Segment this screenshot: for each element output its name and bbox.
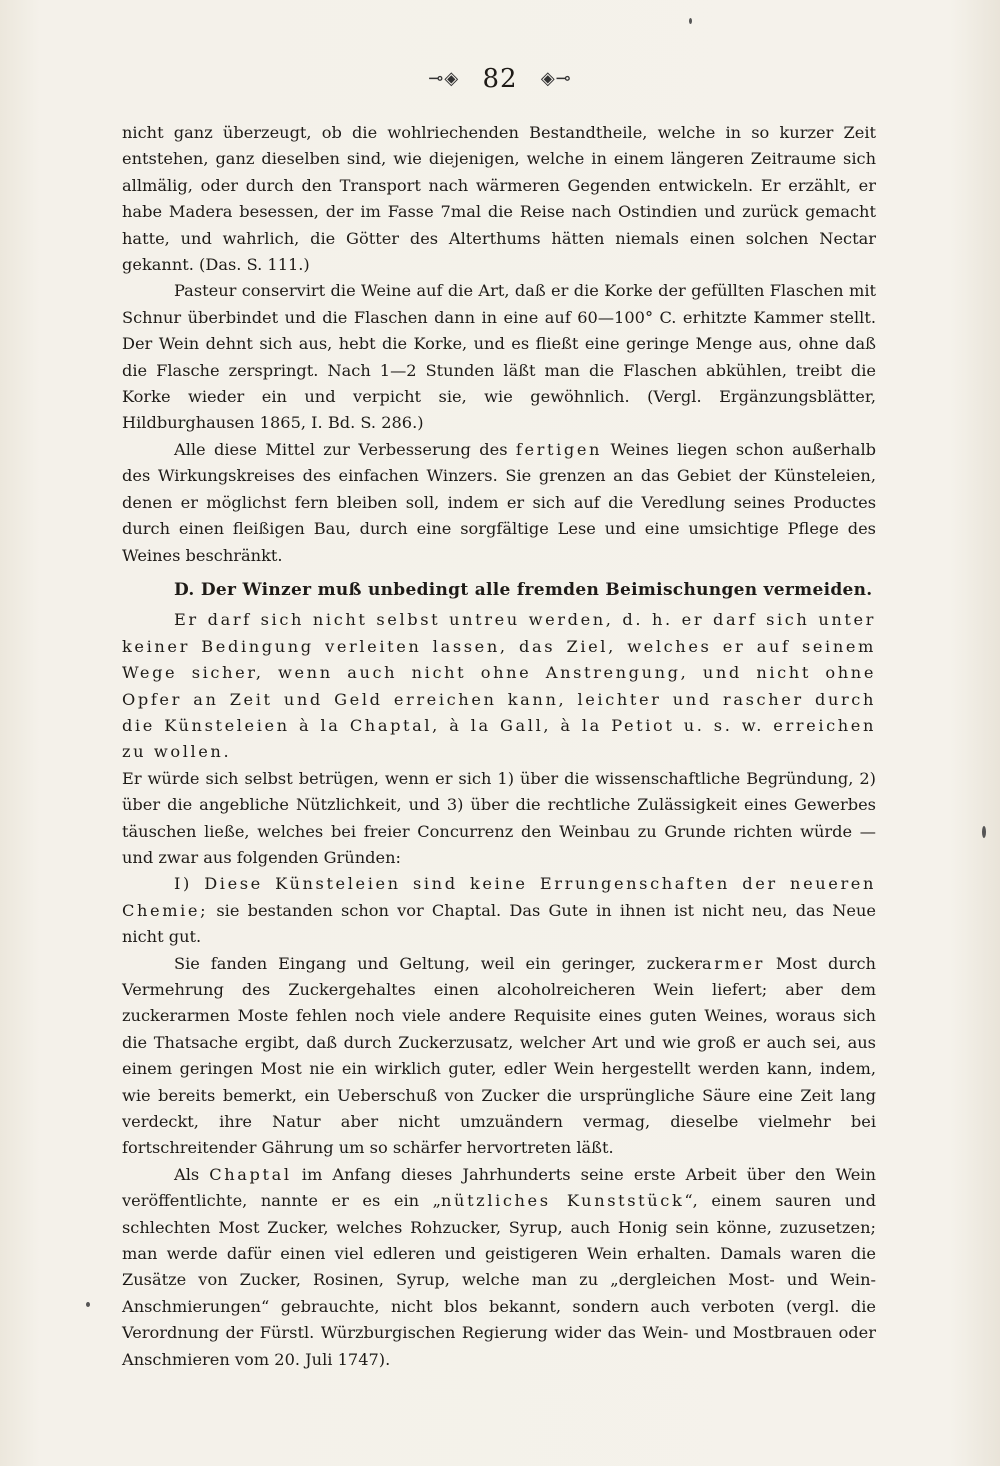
paragraph-zucker-spaced: armer bbox=[701, 953, 766, 973]
chaptal-name: Chaptal bbox=[209, 1164, 292, 1184]
section-letter: D. bbox=[174, 579, 195, 600]
paragraph-chaptal bbox=[122, 1162, 876, 1373]
paragraph-betruegen: Er würde sich selbst betrügen, wenn er sich 1) über die wissenschaftliche Begründung, 2) über die angebliche Nützlichkeit, und 3) über die rechtliche Zulässigkeit eines Gewerbes täuschen ließe, welches bei freier Concurrenz den Weinbau zu Grunde richten würde — und zwar aus folgenden Gründen: bbox=[122, 768, 876, 867]
paper-speck bbox=[982, 826, 986, 838]
paragraph-mittel-spaced: fertigen bbox=[515, 439, 603, 459]
page-body bbox=[122, 120, 876, 1373]
paragraph-pasteur: Pasteur conservirt die Weine auf die Art, daß er die Korke der gefüllten Flaschen mit Schnur überbindet und die Flaschen dann in eine auf 60—100° C. erhitzte Kammer stellt. Der Wein dehnt sich aus, hebt die Korke, und es fließt eine geringe Menge aus, ohne daß die Flasche zerspringt. Nach 1—2 Stunden läßt man die Flaschen abkühlen, treibt die Korke wieder ein und verpicht sie, wie gewöhnlich. (Vergl. Ergänzungsblätter, Hildburghausen 1865, I. Bd. S. 286.) bbox=[122, 281, 876, 433]
paragraph-zucker-after: Most durch Vermehrung des Zuckergehaltes einen alcoholreicheren Wein liefert; aber dem zuckerarmen Moste fehlen noch viele andere Requisite eines guten Weines, woraus sich die Thatsache ergibt, daß durch Zuckerzusatz, welcher Art und wie groß er auch sei, aus einem geringen Most nie ein wirklich guter, edler Wein hergestellt werden kann, indem, wie bereits bemerkt, ein Ueberschuß von Zucker die ursprüngliche Säure eine Zeit lang verdeckt, ihre Natur aber nicht umzuändern vermag, dieselbe vielmehr bei fortschreitender Gährung um so schärfer hervortreten läßt. bbox=[122, 953, 876, 1158]
paragraph-mittel-before: Alle diese Mittel zur Verbesserung des bbox=[174, 439, 508, 459]
page-number: 82 bbox=[482, 64, 518, 94]
point-one bbox=[122, 871, 876, 950]
chaptal-a: Als bbox=[174, 1164, 200, 1184]
chaptal-e: “, einem sauren und schlechten Most Zucker, welches Rohzucker, Syrup, auch Honig sein könne, zuzusetzen; man werde dafür einen viel edleren und geistigeren Wein erhalten. Damals waren die Zusätze von Zucker, Rosinen, Syrup, welche man zu „dergleichen Most- und Wein-Anschmierungen“ gebrauchte, nicht blos bekannt, sondern auch verboten (vergl. die Verordnung der Fürstl. Würzburgischen Regierung wider das Wein- und Mostbrauen oder Anschmieren vom 20. Juli 1747). bbox=[122, 1191, 876, 1369]
paragraph-zucker bbox=[122, 951, 876, 1162]
section-heading bbox=[174, 577, 876, 603]
paragraph-zucker-before: Sie fanden Eingang und Geltung, weil ein geringer, zucker bbox=[174, 953, 702, 973]
chaptal-c: im Anfang dieses Jahrhunderts seine erste Arbeit über den Wein veröffentlichte, nannte er es ein „ bbox=[122, 1164, 876, 1211]
ornament-right-icon: ◈⊸ bbox=[540, 68, 572, 89]
section-title: Der Winzer muß unbedingt alle fremden Beimischungen vermeiden. bbox=[200, 579, 873, 600]
point-one-spaced: I) Diese Künsteleien sind keine Errungenschaften der neueren Chemie; bbox=[122, 874, 876, 920]
paragraph-mittel-after: Weines liegen schon außerhalb des Wirkungskreises des einfachen Winzers. Sie grenzen an das Gebiet der Künsteleien, denen er möglichst fern bleiben soll, indem er sich auf die Veredlung seines Productes durch einen fleißigen Bau, durch eine sorgfältige Lese und eine umsichtige Pflege des Weines beschränkt. bbox=[122, 439, 877, 565]
paper-speck bbox=[86, 1302, 90, 1307]
chaptal-quote: nützliches Kunststück bbox=[441, 1191, 685, 1211]
paper-speck bbox=[689, 18, 692, 24]
paragraph-mittel bbox=[122, 437, 876, 569]
ornament-left-icon: ⊸◈ bbox=[428, 68, 460, 89]
paragraph-madeira: nicht ganz überzeugt, ob die wohlriechenden Bestandtheile, welche in so kurzer Zeit entstehen, ganz dieselben sind, wie diejenigen, welche in einem längeren Zeitraume sich allmälig, oder durch den Transport nach wärmeren Gegenden entwickeln. Er erzählt, er habe Madera besessen, der im Fasse 7mal die Reise nach Ostindien und zurück gemacht hatte, und wahrlich, die Götter des Alterthums hätten niemals einen solchen Nectar gekannt. (Das. S. 111.) bbox=[122, 123, 876, 275]
paragraph-untreu: Er darf sich nicht selbst untreu werden, d. h. er darf sich unter keiner Bedingung verleiten lassen, das Ziel, welches er auf seinem Wege sicher, wenn auch nicht ohne Anstrengung, und nicht ohne Opfer an Zeit und Geld erreichen kann, leichter und rascher durch die Künsteleien à la Chaptal, à la Gall, à la Petiot u. s. w. erreichen zu wollen. bbox=[122, 610, 876, 762]
point-one-rest: sie bestanden schon vor Chaptal. Das Gute in ihnen ist nicht neu, das Neue nicht gut. bbox=[122, 900, 876, 947]
page-header bbox=[0, 64, 1000, 94]
